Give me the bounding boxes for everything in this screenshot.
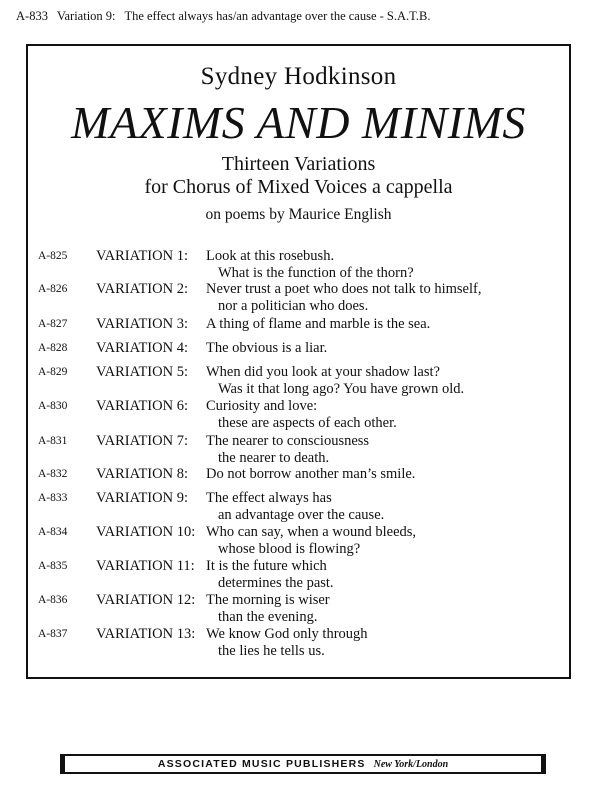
variation-label: VARIATION 6: xyxy=(96,398,188,414)
catalog-header xyxy=(16,9,436,24)
header-text: The effect always has/an advantage over the cause - S.A.T.B. xyxy=(124,9,431,23)
variation-label: VARIATION 12: xyxy=(96,592,196,608)
variation-catalog-number: A-829 xyxy=(38,366,68,378)
variation-text-line-2: the lies he tells us. xyxy=(218,643,325,659)
variation-catalog-number: A-827 xyxy=(38,318,68,330)
variation-text-line-1: We know God only through xyxy=(206,626,368,642)
variation-text-line-2: What is the function of the thorn? xyxy=(218,265,414,281)
variation-text-line-2: the nearer to death. xyxy=(218,450,330,466)
variation-label: VARIATION 11: xyxy=(96,558,195,574)
variation-text-line-2: these are aspects of each other. xyxy=(218,415,397,431)
variation-catalog-number: A-833 xyxy=(38,492,68,504)
variation-text-line-2: determines the past. xyxy=(218,575,334,591)
variation-catalog-number: A-830 xyxy=(38,400,68,412)
variation-catalog-number: A-825 xyxy=(38,250,68,262)
title-frame xyxy=(26,44,571,679)
subtitle-line-2: for Chorus of Mixed Voices a cappella xyxy=(144,176,453,198)
header-variation: Variation 9: xyxy=(56,9,116,23)
variation-text-line-1: The effect always has xyxy=(206,490,332,506)
publisher-cities: New York/London xyxy=(373,758,449,770)
variation-catalog-number: A-831 xyxy=(38,435,68,447)
composer-name: Sydney Hodkinson xyxy=(200,63,397,90)
publisher-name: ASSOCIATED MUSIC PUBLISHERS xyxy=(157,758,366,770)
variation-label: VARIATION 2: xyxy=(96,281,188,297)
variation-catalog-number: A-835 xyxy=(38,560,68,572)
variation-label: VARIATION 3: xyxy=(96,316,188,332)
variation-catalog-number: A-832 xyxy=(38,468,68,480)
variation-text-line-1: The nearer to consciousness xyxy=(206,433,370,449)
variation-text-line-2: an advantage over the cause. xyxy=(218,507,385,523)
poet-credit: on poems by Maurice English xyxy=(205,206,392,223)
variation-catalog-number: A-826 xyxy=(38,283,68,295)
variation-label: VARIATION 9: xyxy=(96,490,188,506)
variation-label: VARIATION 4: xyxy=(96,340,188,356)
header-catalog-number: A-833 xyxy=(16,9,48,23)
variation-text-line-1: A thing of flame and marble is the sea. xyxy=(206,316,431,332)
publisher-footer xyxy=(60,754,546,774)
variation-text-line-2: nor a politician who does. xyxy=(218,298,369,314)
variation-text-line-2: Was it that long ago? You have grown old. xyxy=(218,381,465,397)
variation-text-line-1: Never trust a poet who does not talk to himself, xyxy=(206,281,482,297)
variation-text-line-1: Curiosity and love: xyxy=(206,398,318,414)
page-title: MAXIMS AND MINIMS xyxy=(71,97,526,148)
variation-text-line-1: Who can say, when a wound bleeds, xyxy=(206,524,417,540)
variation-text-line-1: When did you look at your shadow last? xyxy=(206,364,440,380)
variation-text-line-1: Look at this rosebush. xyxy=(206,248,335,264)
variation-text-line-2: than the evening. xyxy=(218,609,318,625)
variation-catalog-number: A-836 xyxy=(38,594,68,606)
variation-catalog-number: A-834 xyxy=(38,526,68,538)
variation-catalog-number: A-837 xyxy=(38,628,68,640)
variation-label: VARIATION 8: xyxy=(96,466,188,482)
variation-label: VARIATION 1: xyxy=(96,248,188,264)
variation-text-line-1: The obvious is a liar. xyxy=(206,340,328,356)
variation-label: VARIATION 13: xyxy=(96,626,196,642)
variation-label: VARIATION 10: xyxy=(96,524,196,540)
variation-label: VARIATION 5: xyxy=(96,364,188,380)
variation-text-line-1: Do not borrow another man’s smile. xyxy=(206,466,416,482)
subtitle-line-1: Thirteen Variations xyxy=(221,153,376,175)
variation-text-line-1: The morning is wiser xyxy=(206,592,330,608)
variation-catalog-number: A-828 xyxy=(38,342,68,354)
variation-label: VARIATION 7: xyxy=(96,433,188,449)
variation-text-line-1: It is the future which xyxy=(206,558,327,574)
variation-text-line-2: whose blood is flowing? xyxy=(218,541,361,557)
